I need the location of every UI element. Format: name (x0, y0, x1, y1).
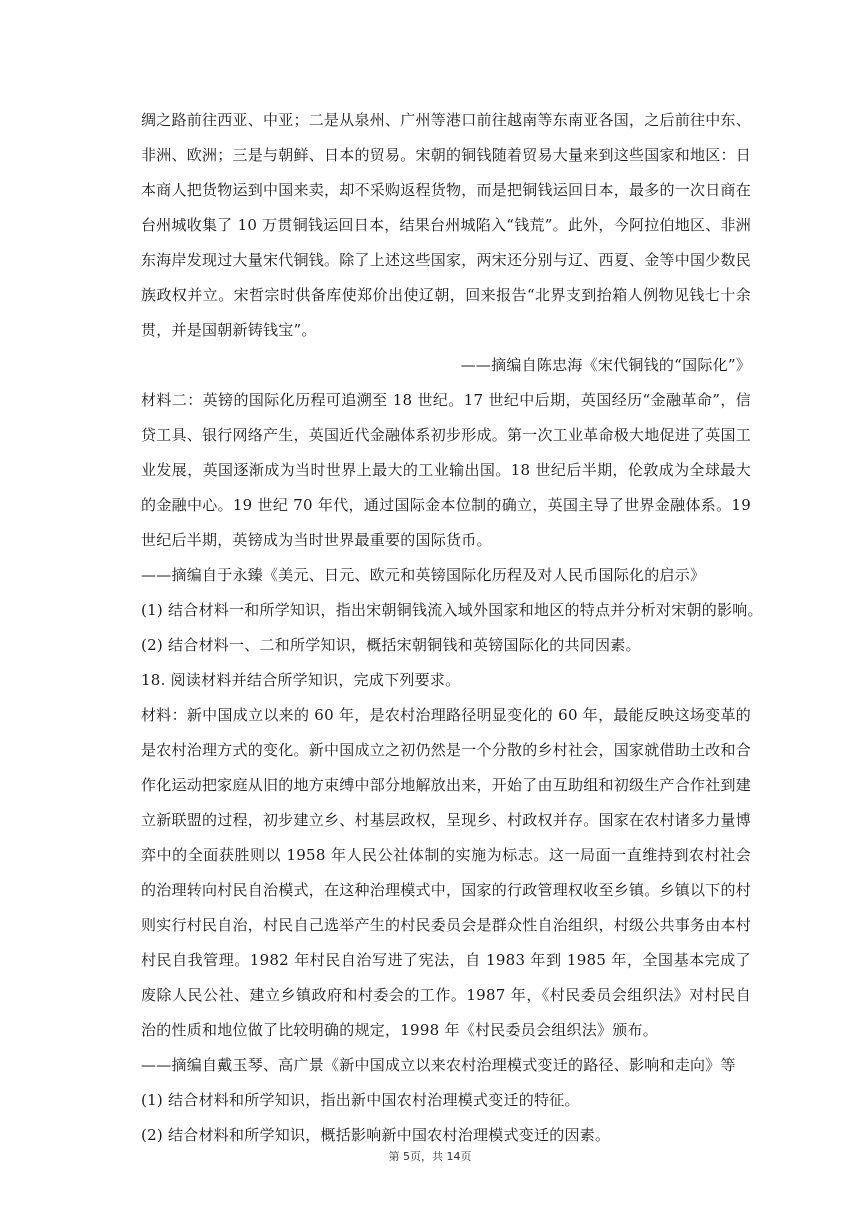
question-18-material: 材料：新中国成立以来的 60 年，是农村治理路径明显变化的 60 年，最能反映这场变革的是农村治理方式的变化。新中国成立之初仍然是一个分散的乡村社会，国家就借助土改和合作化运动把家庭从旧的地方束缚中部分地解放出来，开始了由互助组和初级生产合作社到建立新联盟的过程，初步建立乡、村基层政权，呈现乡、村政权并存。国家在农村诸多力量博弈中的全面获胜则以 1958 年人民公社体制的实施为标志。这一局面一直维持到农村社会的治理转向村民自治模式，在这种治理模式中，国家的行政管理权收至乡镇。乡镇以下的村则实行村民自治，村民自己选举产生的村民委员会是群众性自治组织，村级公共事务由本村村民自我管理。1982 年村民自治写进了宪法，自 1983 年到 1985 年，全国基本完成了废除人民公社、建立乡镇政府和村委会的工作。1987 年，《村民委员会组织法》对村民自治的性质和地位做了比较明确的规定，1998 年《村民委员会组织法》颁布。 (141, 706, 752, 1039)
question-18-title: 18. 阅读材料并结合所学知识，完成下列要求。 (141, 671, 461, 689)
material2-text: 材料二：英镑的国际化历程可追溯至 18 世纪。17 世纪中后期，英国经历“金融革命”，信贷工具、银行网络产生，英国近代金融体系初步形成。第一次工业革命极大地促进了英国工业发展，英国逐渐成为当时世界上最大的工业输出国。18 世纪后半期，伦敦成为全球最大的金融中心。19 世纪 70 年代，通过国际金本位制的确立，英国主导了世界金融体系。19 世纪后半期，英镑成为当时世界最重要的国际货币。 (141, 391, 752, 549)
question-17-1: (1) 结合材料一和所学知识，指出宋朝铜钱流入域外国家和地区的特点并分析对宋朝的影响。 (141, 601, 763, 619)
page-body (141, 103, 763, 1153)
material2-source: ——摘编自于永臻《美元、日元、欧元和英镑国际化历程及对人民币国际化的启示》 (141, 566, 706, 584)
question-18-2: (2) 结合材料和所学知识，概括影响新中国农村治理模式变迁的因素。 (141, 1126, 611, 1144)
page-footer: 第 5页，共 14页 (388, 1150, 472, 1163)
material1-text: 绸之路前往西亚、中亚；二是从泉州、广州等港口前往越南等东南亚各国，之后前往中东、非洲、欧洲；三是与朝鲜、日本的贸易。宋朝的铜钱随着贸易大量来到这些国家和地区：日本商人把货物运到中国来卖，却不采购返程货物，而是把铜钱运回日本，最多的一次日商在台州城收集了 10 万贯铜钱运回日本，结果台州城陷入“钱荒”。此外，今阿拉伯地区、非洲东海岸发现过大量宋代铜钱。除了上述这些国家，两宋还分别与辽、西夏、金等中国少数民族政权并立。宋哲宗时供备库使郑价出使辽朝，回来报告“北界支到抬箱人例物见钱七十余贯，并是国朝新铸钱宝”。 (141, 111, 752, 339)
question-18-source: ——摘编自戴玉琴、高广景《新中国成立以来农村治理模式变迁的路径、影响和走向》等 (141, 1056, 736, 1074)
material1-source: ——摘编自陈忠海《宋代铜钱的“国际化”》 (460, 356, 751, 374)
question-17-2: (2) 结合材料一、二和所学知识，概括宋朝铜钱和英镑国际化的共同因素。 (141, 636, 641, 654)
question-18-1: (1) 结合材料和所学知识，指出新中国农村治理模式变迁的特征。 (141, 1091, 580, 1109)
